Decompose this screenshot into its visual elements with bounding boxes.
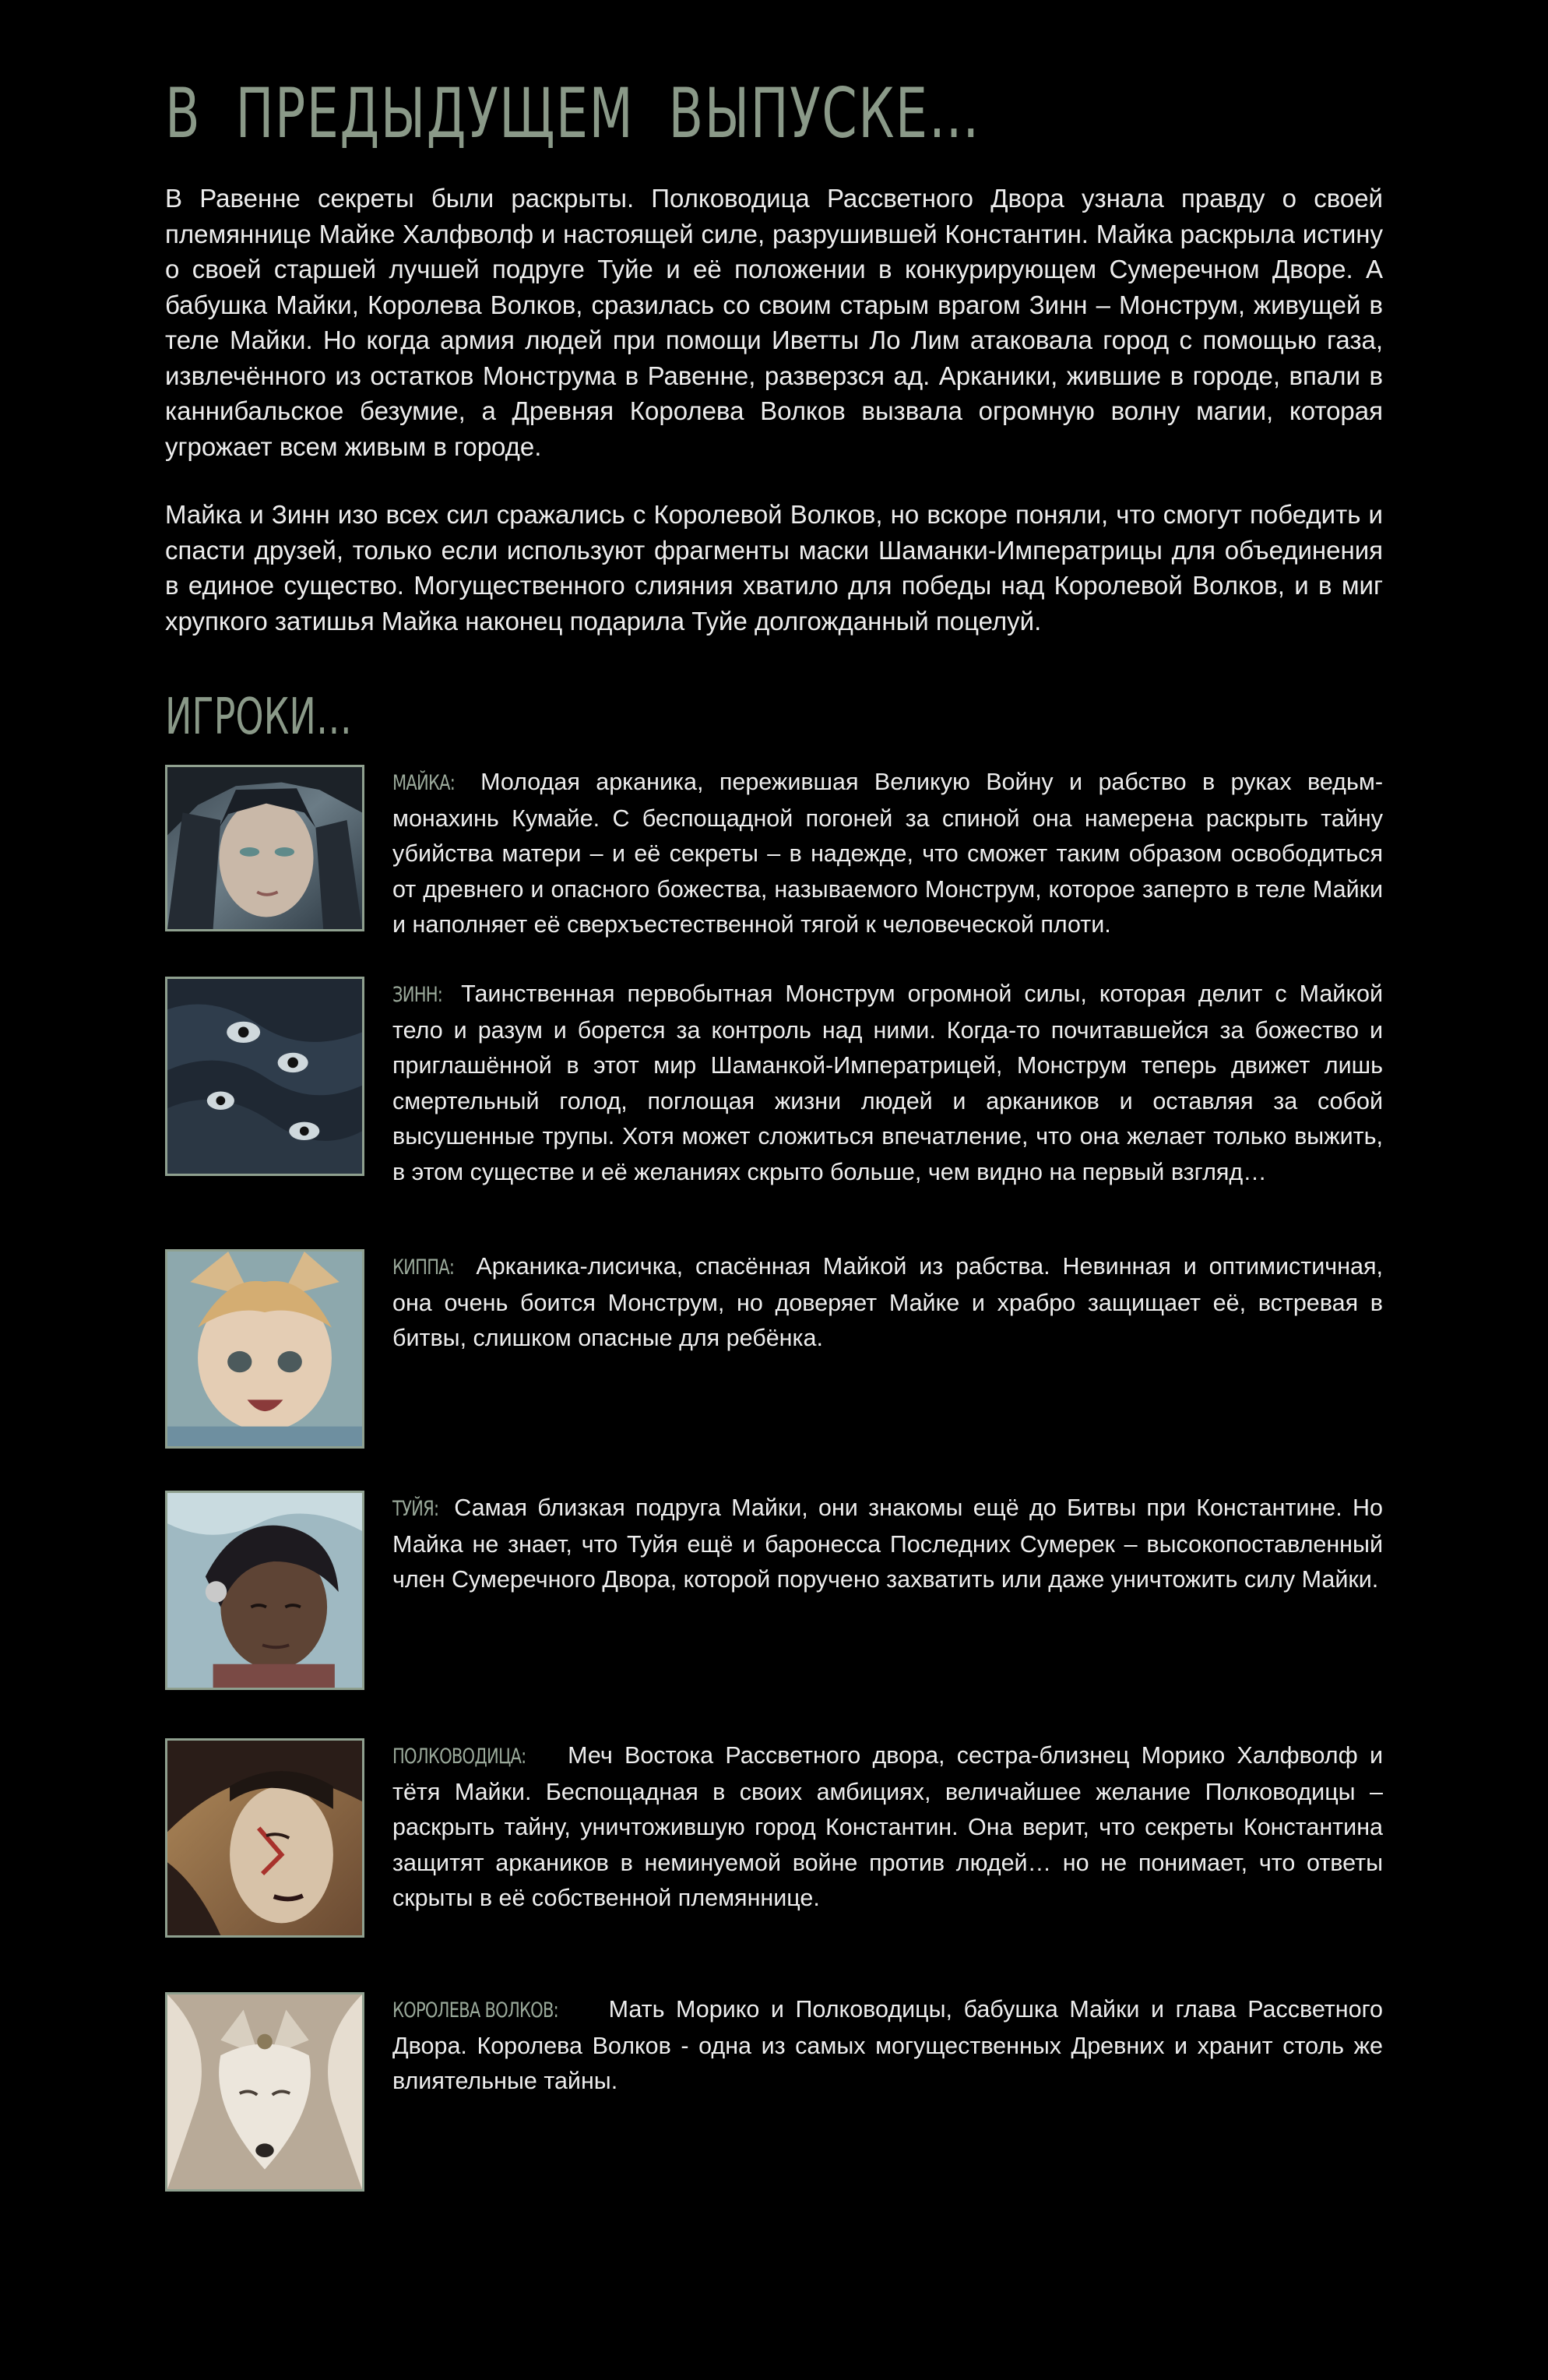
character-description <box>392 977 1383 1190</box>
character-text: Таинственная первобытная Монструм огромной силы, которая делит с Майкой тело и разум и борется за контроль над ними. Когда-то почитавшейся за божество и приглашённой в этот мир Шаманкой-Императрицей, Монструм теперь движет лишь смертельный голод, поглощая жизни людей и аркаников и оставляя за собой высушенные трупы. Хотя может сложиться впечатление, что она желает только выжить, в этом существе и её желаниях скрыто больше, чем видно на первый взгляд… <box>392 981 1383 1185</box>
character-text: Самая близкая подруга Майки, они знакомы ещё до Битвы при Константине. Но Майка не знает, что Туйя ещё и баронесса Последних Сумерек – высокопоставленный член Сумеречного Двора, которой поручено захватить или даже уничтожить силу Майки. <box>392 1495 1383 1593</box>
character-text: Молодая арканика, пережившая Великую Войну и рабство в руках ведьм-монахинь Кумайе. С беспощадной погоней за спиной она намерена раскрыть тайну убийства матери – и её секреты – в надежде, что сможет таким образом освободиться от древнего и опасного божества, называемого Монструм, которое заперто в теле Майки и наполняет её сверхъестественной тягой к человеческой плоти. <box>392 769 1383 938</box>
portrait-warlord <box>165 1738 364 1938</box>
portrait-tuya <box>165 1491 364 1690</box>
character-description <box>392 1491 1383 1598</box>
character-name: ЗИНН: <box>392 983 443 1007</box>
portrait-kippa <box>165 1249 364 1449</box>
page-title: В ПРЕДЫДУЩЕМ ВЫПУСКЕ… <box>165 73 981 153</box>
character-name: ТУЙЯ: <box>392 1497 439 1521</box>
portrait-maika <box>165 765 364 931</box>
character-name: МАЙКА: <box>392 771 456 795</box>
portrait-wolf-queen <box>165 1992 364 2192</box>
character-text: Меч Востока Рассветного двора, сестра-близнец Морико Халфволф и тётя Майки. Беспощадная в своих амбициях, величайшее желание Полководицы – раскрыть тайну, уничтожившую город Константин. Она верит, что секреты Константина защитят аркаников в неминуемой войне против людей… но не понимает, что ответы скрыты в её собственной племяннице. <box>392 1742 1383 1911</box>
character-name: ПОЛКОВОДИЦА: <box>392 1745 526 1769</box>
players-title: ИГРОКИ… <box>165 688 352 746</box>
recap-paragraph-2: Майка и Зинн изо всех сил сражались с Королевой Волков, но вскоре поняли, что смогут победить и спасти друзей, только если используют фрагменты маски Шаманки-Императрицы для объединения в единое существо. Могущественного слияния хватило для победы над Королевой Волков, и в миг хрупкого затишья Майка наконец подарила Туйе долгожданный поцелуй. <box>165 500 1383 635</box>
character-name: КИППА: <box>392 1255 455 1280</box>
character-text: Мать Морико и Полководицы, бабушка Майки и глава Рассветного Двора. Королева Волков - одна из самых могущественных Древних и хранит столь же влиятельные тайны. <box>392 1996 1383 2094</box>
portrait-zinn <box>165 977 364 1176</box>
recap-paragraph-1: В Равенне секреты были раскрыты. Полководица Рассветного Двора узнала правду о своей племяннице Майке Халфволф и настоящей силе, разрушившей Константин. Майка раскрыла истину о своей старшей лучшей подруге Туйе и её положении в конкурирующем Сумеречном Дворе. А бабушка Майки, Королева Волков, сразилась со своим старым врагом Зинн – Монструм, живущей в теле Майки. Но когда армия людей при помощи Иветты Ло Лим атаковала город с помощью газа, извлечённого из остатков Монструма в Равенне, разверзся ад. Арканики, жившие в городе, впали в каннибальское безумие, а Древняя Королева Волков вызвала огромную волну магии, которая угрожает всем живым в городе. <box>165 184 1383 461</box>
character-description <box>392 765 1383 943</box>
character-name: КОРОЛЕВА ВОЛКОВ: <box>392 1998 558 2023</box>
character-description <box>392 1249 1383 1357</box>
character-description <box>392 1738 1383 1917</box>
character-description <box>392 1992 1383 2100</box>
character-text: Арканика-лисичка, спасённая Майкой из рабства. Невинная и оптимистичная, она очень боится Монструм, но доверяет Майке и храбро защищает её, встревая в битвы, слишком опасные для ребёнка. <box>392 1253 1383 1351</box>
